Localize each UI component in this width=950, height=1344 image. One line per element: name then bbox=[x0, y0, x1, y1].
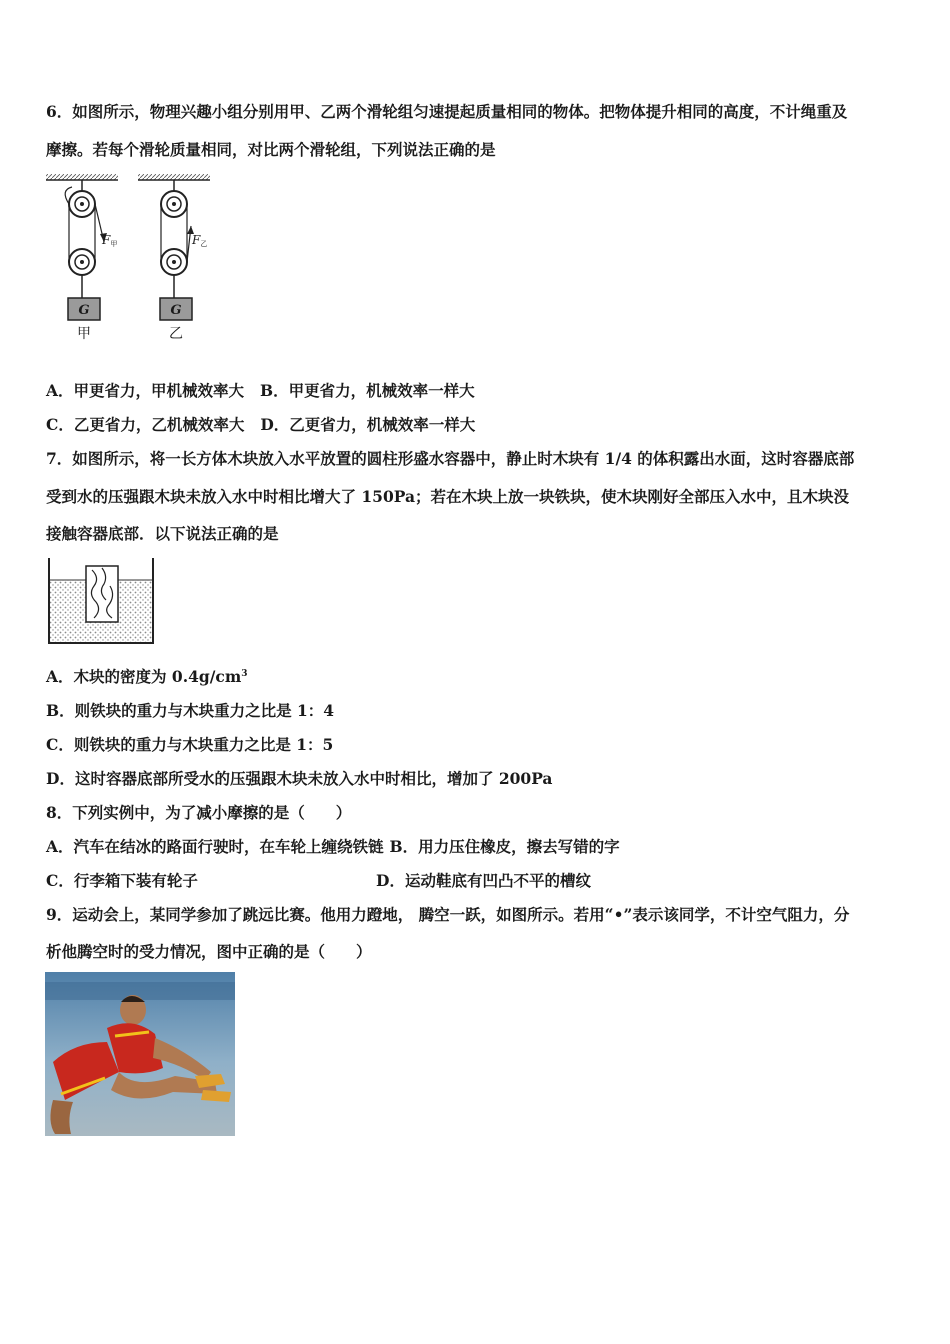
weight-label-yi: G bbox=[170, 303, 182, 318]
water-container-figure bbox=[44, 556, 160, 648]
q7-option-d: D．这时容器底部所受水的压强跟木块未放入水中时相比，增加了 200Pa bbox=[46, 769, 553, 788]
q6-stem-line1: 6．如图所示，物理兴趣小组分别用甲、乙两个滑轮组匀速提起质量相同的物体。把物体提升相同的高度，不计绳重及 bbox=[46, 102, 848, 121]
weight-label-jia: G bbox=[78, 303, 90, 318]
q8-option-b: B．用力压住橡皮，擦去写错的字 bbox=[389, 837, 620, 856]
q8-options-row2 bbox=[46, 871, 591, 891]
long-jump-photo bbox=[45, 972, 235, 1136]
q6-option-d: D．乙更省力，机械效率一样大 bbox=[260, 415, 476, 434]
pulley-system-jia bbox=[46, 174, 118, 320]
q6-option-a: A．甲更省力，甲机械效率大 bbox=[46, 381, 245, 400]
q7-stem-line1: 7．如图所示，将一长方体木块放入水平放置的圆柱形盛水容器中，静止时木块有 1/4 的体积露出水面，这时容器底部 bbox=[46, 449, 855, 468]
q8-stem: 8．下列实例中，为了减小摩擦的是（ ） bbox=[46, 803, 352, 822]
q8-option-c: C．行李箱下装有轮子 bbox=[46, 871, 198, 890]
force-label-yi: F乙 bbox=[192, 233, 208, 248]
q7-stem-line2: 受到水的压强跟木块未放入水中时相比增大了 150Pa；若在木块上放一块铁块，使木块刚好全部压入水中，且木块没 bbox=[46, 487, 850, 506]
q7-option-b: B．则铁块的重力与木块重力之比是 1：4 bbox=[46, 701, 335, 720]
q8-options-row1 bbox=[46, 837, 620, 857]
pulley-system-yi bbox=[138, 174, 210, 320]
wood-block bbox=[86, 566, 118, 622]
q9-stem-line2: 析他腾空时的受力情况，图中正确的是（ ） bbox=[46, 942, 372, 961]
q6-options-row1 bbox=[46, 381, 475, 401]
q7-option-a: A．木块的密度为 $0.4g/cm^3$ bbox=[46, 667, 248, 686]
q7-option-c: C．则铁块的重力与木块重力之比是 1：5 bbox=[46, 735, 334, 754]
q8-option-a: A．汽车在结冰的路面行驶时，在车轮上缠绕铁链 bbox=[46, 837, 384, 856]
q6-options-row2 bbox=[46, 415, 475, 435]
caption-yi: 乙 bbox=[169, 326, 183, 342]
q6-option-b: B．甲更省力，机械效率一样大 bbox=[260, 381, 475, 400]
pulley-system-figure bbox=[40, 170, 230, 346]
q9-stem-line1: 9．运动会上，某同学参加了跳远比赛。他用力蹬地， 腾空一跃，如图所示。若用“•”表示该同学，不计空气阻力，分 bbox=[46, 905, 850, 924]
q6-option-c: C．乙更省力，乙机械效率大 bbox=[46, 415, 245, 434]
q6-stem-line2: 摩擦。若每个滑轮质量相同，对比两个滑轮组，下列说法正确的是 bbox=[46, 140, 496, 159]
q8-option-d: D．运动鞋底有凹凸不平的槽纹 bbox=[376, 871, 591, 890]
caption-jia: 甲 bbox=[77, 326, 91, 342]
force-label-jia: F甲 bbox=[102, 233, 118, 248]
q7-stem-line3: 接触容器底部．以下说法正确的是 bbox=[46, 524, 279, 543]
